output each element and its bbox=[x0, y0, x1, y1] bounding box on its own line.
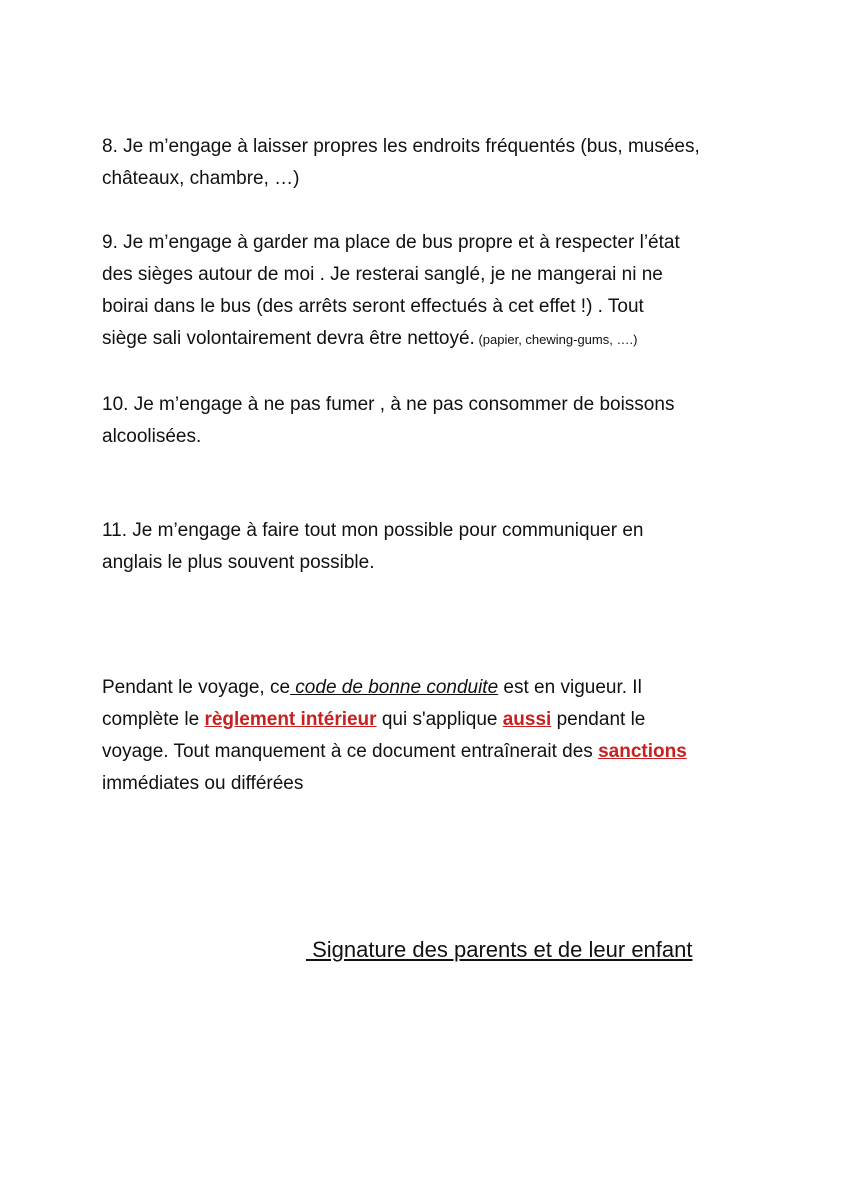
rule-9-line-2: des sièges autour de moi . Je resterai sanglé, je ne mangerai ni ne bbox=[102, 264, 663, 285]
rule-9-line-4 bbox=[102, 323, 782, 356]
conduct-text-1: Pendant le voyage, ce bbox=[102, 677, 291, 698]
conduct-text-3: complète le bbox=[102, 709, 205, 730]
rule-item-9 bbox=[102, 227, 782, 356]
rule-item-11 bbox=[102, 515, 782, 579]
rule-item-8 bbox=[102, 131, 782, 195]
rule-9-line-1: 9. Je m’engage à garder ma place de bus propre et à respecter l’état bbox=[102, 232, 680, 253]
conduct-line-4: immédiates ou différées bbox=[102, 773, 304, 794]
rule-8-line-2: châteaux, chambre, …) bbox=[102, 168, 300, 189]
conduct-text-2: est en vigueur. Il bbox=[498, 677, 642, 698]
conduct-text-5: pendant le bbox=[551, 709, 646, 730]
conduct-line-3 bbox=[102, 736, 782, 768]
rule-9-line-3: boirai dans le bus (des arrêts seront effectués à cet effet !) . Tout bbox=[102, 296, 644, 317]
rule-10-line-1: 10. Je m’engage à ne pas fumer , à ne pas consommer de boissons bbox=[102, 394, 675, 415]
rule-9-note: (papier, chewing-gums, ….) bbox=[474, 332, 638, 347]
conduct-text-6: voyage. Tout manquement à ce document entraînerait des bbox=[102, 741, 599, 762]
sanctions-emphasis: sanctions bbox=[598, 741, 687, 762]
conduct-line-1 bbox=[102, 672, 782, 704]
conduct-text-4: qui s'applique bbox=[376, 709, 503, 730]
code-de-bonne-conduite: code de bonne conduite bbox=[290, 677, 499, 698]
signature-heading: Signature des parents et de leur enfant bbox=[306, 937, 693, 962]
aussi-emphasis: aussi bbox=[502, 709, 552, 730]
conduct-paragraph bbox=[102, 672, 782, 800]
rule-9-line-4-text: siège sali volontairement devra être nettoyé. bbox=[102, 328, 475, 349]
rule-11-line-1: 11. Je m’engage à faire tout mon possible pour communiquer en bbox=[102, 520, 644, 541]
rule-item-10 bbox=[102, 389, 782, 453]
rule-10-line-2: alcoolisées. bbox=[102, 426, 202, 447]
rule-8-line-1: 8. Je m’engage à laisser propres les endroits fréquentés (bus, musées, bbox=[102, 136, 700, 157]
rule-11-line-2: anglais le plus souvent possible. bbox=[102, 552, 375, 573]
reglement-interieur-emphasis: règlement intérieur bbox=[204, 709, 377, 730]
conduct-line-2 bbox=[102, 704, 782, 736]
